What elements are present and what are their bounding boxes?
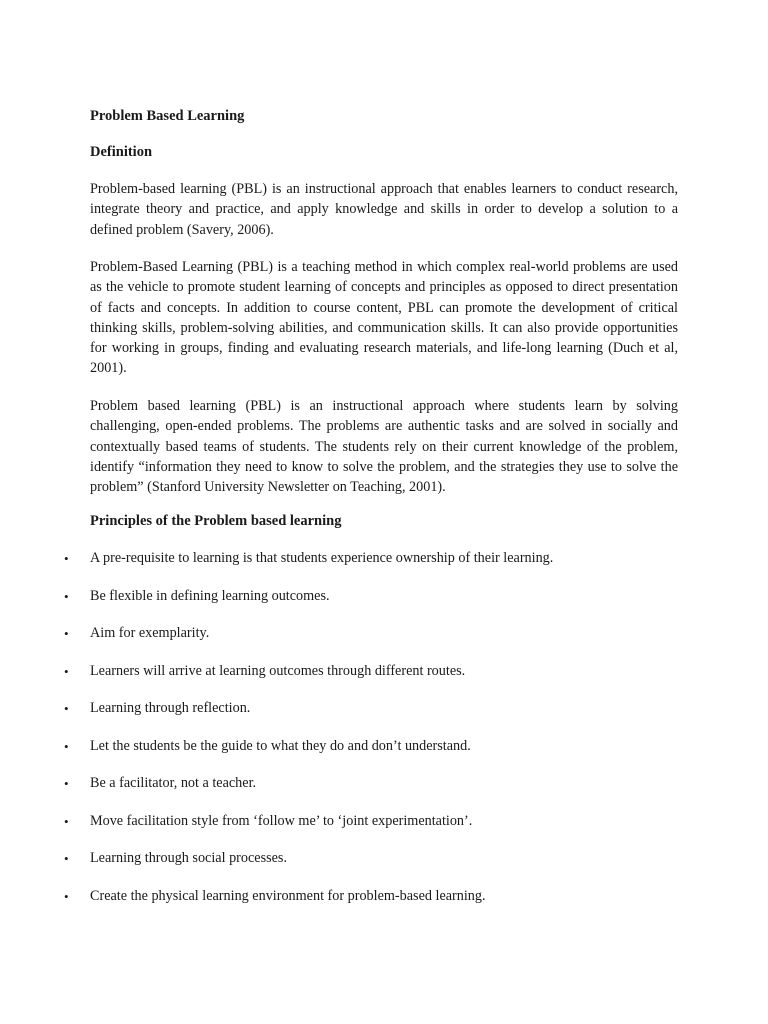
bullet-icon: •	[64, 551, 69, 566]
list-item-text: Let the students be the guide to what they do and don’t understand.	[90, 737, 471, 754]
principles-heading: Principles of the Problem based learning	[90, 513, 342, 529]
definition-heading: Definition	[90, 144, 153, 160]
list-item-text: Aim for exemplarity.	[90, 625, 210, 641]
definition-paragraph: Problem-based learning (PBL) is an instructional approach that enables learners to conduct research, integrate theory and practice, and apply knowledge and skills in order to develop a solution to a defined problem (Savery, 2006).	[90, 181, 678, 238]
list-item	[0, 661, 768, 699]
list-item-text: Learning through reflection.	[90, 700, 251, 716]
bullet-icon: •	[64, 663, 69, 679]
principles-list	[0, 548, 768, 923]
bullet-icon: •	[64, 626, 69, 641]
list-item-text: Move facilitation style from ‘follow me’ to ‘joint experimentation’.	[90, 812, 473, 829]
bullet-icon: •	[64, 701, 69, 716]
list-item	[0, 773, 768, 811]
bullet-icon: •	[64, 588, 69, 604]
list-item	[0, 623, 768, 661]
list-item	[0, 698, 768, 736]
definition-paragraph: Problem-Based Learning (PBL) is a teaching method in which complex real-world problems are used as the vehicle to promote student learning of concepts and principles as opposed to direct presentation of facts and concepts. In addition to course content, PBL can promote the development of critical thinking skills, problem-solving abilities, and communication skills. It can also provide opportunities for working in groups, finding and evaluating research materials, and life-long learning (Duch et al, 2001).	[90, 259, 678, 377]
definition-paragraph: Problem based learning (PBL) is an instructional approach where students learn by solving challenging, open-ended problems. The problems are authentic tasks and are solved in socially and contextually based teams of students. The students rely on their current knowledge of the problem, identify “information they need to know to solve the problem, and the strategies they use to solve the problem” (Stanford University Newsletter on Teaching, 2001).	[90, 398, 678, 496]
bullet-icon: •	[64, 738, 69, 754]
list-item-text: Create the physical learning environment for problem-based learning.	[90, 887, 486, 904]
list-item	[0, 548, 768, 586]
list-item	[0, 811, 768, 849]
list-item-text: Be a facilitator, not a teacher.	[90, 775, 257, 791]
bullet-icon: •	[64, 813, 69, 829]
list-item-text: Learners will arrive at learning outcomes through different routes.	[90, 662, 466, 679]
list-item	[0, 736, 768, 774]
bullet-icon: •	[64, 851, 69, 866]
document-title: Problem Based Learning	[90, 108, 245, 124]
list-item	[0, 586, 768, 624]
list-item	[0, 848, 768, 886]
bullet-icon: •	[64, 888, 69, 904]
list-item	[0, 886, 768, 924]
list-item-text: Be flexible in defining learning outcomes.	[90, 587, 330, 604]
list-item-text: A pre-requisite to learning is that students experience ownership of their learning.	[90, 550, 554, 566]
list-item-text: Learning through social processes.	[90, 850, 287, 866]
bullet-icon: •	[64, 776, 69, 791]
